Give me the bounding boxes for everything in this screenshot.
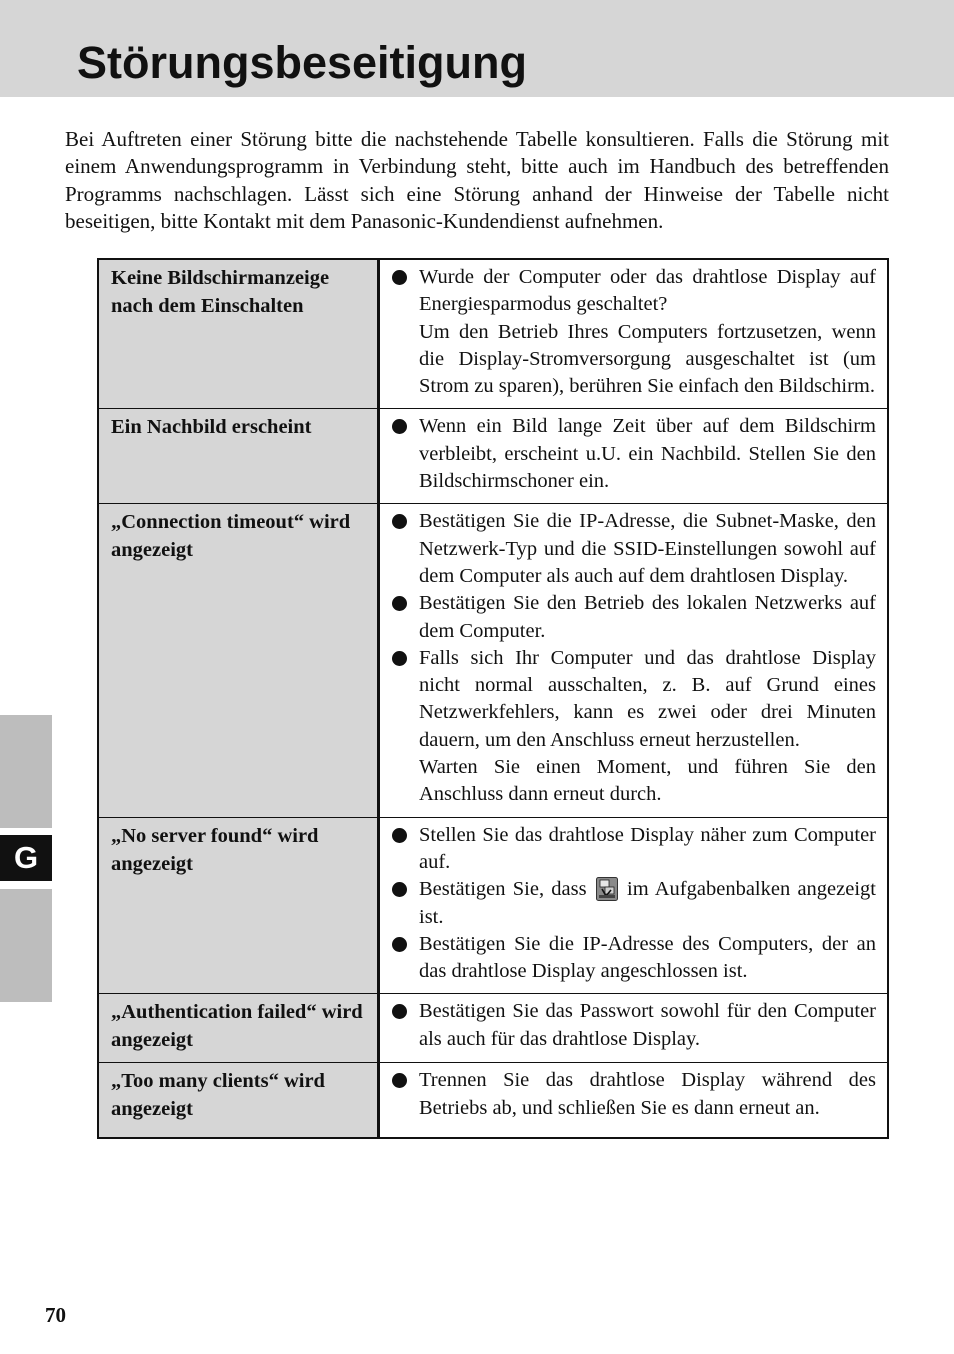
problem-cell: „Authentication failed“ wird angezeigt (98, 994, 379, 1063)
solution-cell (379, 504, 889, 817)
table-row (98, 259, 888, 409)
solution-item: Wenn ein Bild lange Zeit über auf dem Bildschirm verbleibt, erscheint u.U. ein Nachbild. Stellen Sie den Bildschirmschoner ein. (392, 413, 876, 495)
bullet-icon (392, 937, 407, 952)
problem-cell: „Too many clients“ wird angezeigt (98, 1063, 379, 1139)
solution-item: Bestätigen Sie das Passwort sowohl für den Computer als auch für das drahtlose Display. (392, 998, 876, 1053)
solution-item: Wurde der Computer oder das drahtlose Display auf Energiesparmodus geschaltet? Um den Betrieb Ihres Computers fortzusetzen, wenn die Display-Stromversorgung ausgeschaltet ist (um Strom zu sparen), berühren Sie einfach den Bildschirm. (392, 264, 876, 400)
solution-item: Bestätigen Sie, dass im Aufgabenbalken angezeigt ist. (392, 876, 876, 931)
solution-cell (379, 1063, 889, 1139)
page-number: 70 (45, 1303, 66, 1327)
table-row (98, 504, 888, 817)
bullet-icon (392, 882, 407, 897)
bullet-icon (392, 419, 407, 434)
solution-item: Trennen Sie das drahtlose Display während des Betriebs ab, und schließen Sie es dann erneut an. (392, 1067, 876, 1122)
problem-cell: „Connection timeout“ wird angezeigt (98, 504, 379, 817)
solution-item: Bestätigen Sie die IP-Adresse des Computers, der an das drahtlose Display angeschlossen ist. (392, 931, 876, 986)
side-tab-g: G (0, 835, 52, 881)
side-tab-upper (0, 715, 52, 828)
intro-paragraph: Bei Auftreten einer Störung bitte die nachstehende Tabelle konsultieren. Falls die Störung mit einem Anwendungsprogramm in Verbindung steht, bitte auch im Handbuch des betreffenden Programms nachschlagen. Lässt sich eine Störung anhand der Hinweise der Tabelle nicht beseitigen, bitte Kontakt mit dem Panasonic-Kundendienst aufnehmen. (65, 127, 889, 233)
network-server-icon (596, 877, 618, 901)
problem-cell: Keine Bildschirmanzeige nach dem Einschalten (98, 259, 379, 409)
problem-cell: „No server found“ wird angezeigt (98, 817, 379, 994)
solution-cell (379, 259, 889, 409)
bullet-icon (392, 596, 407, 611)
bullet-icon (392, 1073, 407, 1088)
solution-item: Stellen Sie das drahtlose Display näher zum Computer auf. (392, 822, 876, 877)
table-row (98, 409, 888, 504)
bullet-icon (392, 270, 407, 285)
troubleshooting-table (97, 258, 889, 1139)
table-row (98, 817, 888, 994)
solution-item: Falls sich Ihr Computer und das drahtlose Display nicht normal ausschalten, z. B. auf Grund eines Netzwerkfehlers, kann es zwei oder drei Minuten dauern, um den Anschluss erneut herzustellen. Warten Sie einen Moment, und führen Sie den Anschluss dann erneut durch. (392, 645, 876, 809)
solution-item: Bestätigen Sie die IP-Adresse, die Subnet-Maske, den Netzwerk-Typ und die SSID-Einstellungen sowohl auf dem Computer als auch auf dem drahtlosen Display. (392, 508, 876, 590)
solution-item: Bestätigen Sie den Betrieb des lokalen Netzwerks auf dem Computer. (392, 590, 876, 645)
solution-cell (379, 994, 889, 1063)
bullet-icon (392, 651, 407, 666)
problem-cell: Ein Nachbild erscheint (98, 409, 379, 504)
solution-cell (379, 817, 889, 994)
solution-cell (379, 409, 889, 504)
bullet-icon (392, 828, 407, 843)
page-title: Störungsbeseitigung (77, 37, 527, 88)
bullet-icon (392, 1004, 407, 1019)
table-row (98, 994, 888, 1063)
table-row (98, 1063, 888, 1139)
side-tab-lower (0, 889, 52, 1002)
bullet-icon (392, 514, 407, 529)
